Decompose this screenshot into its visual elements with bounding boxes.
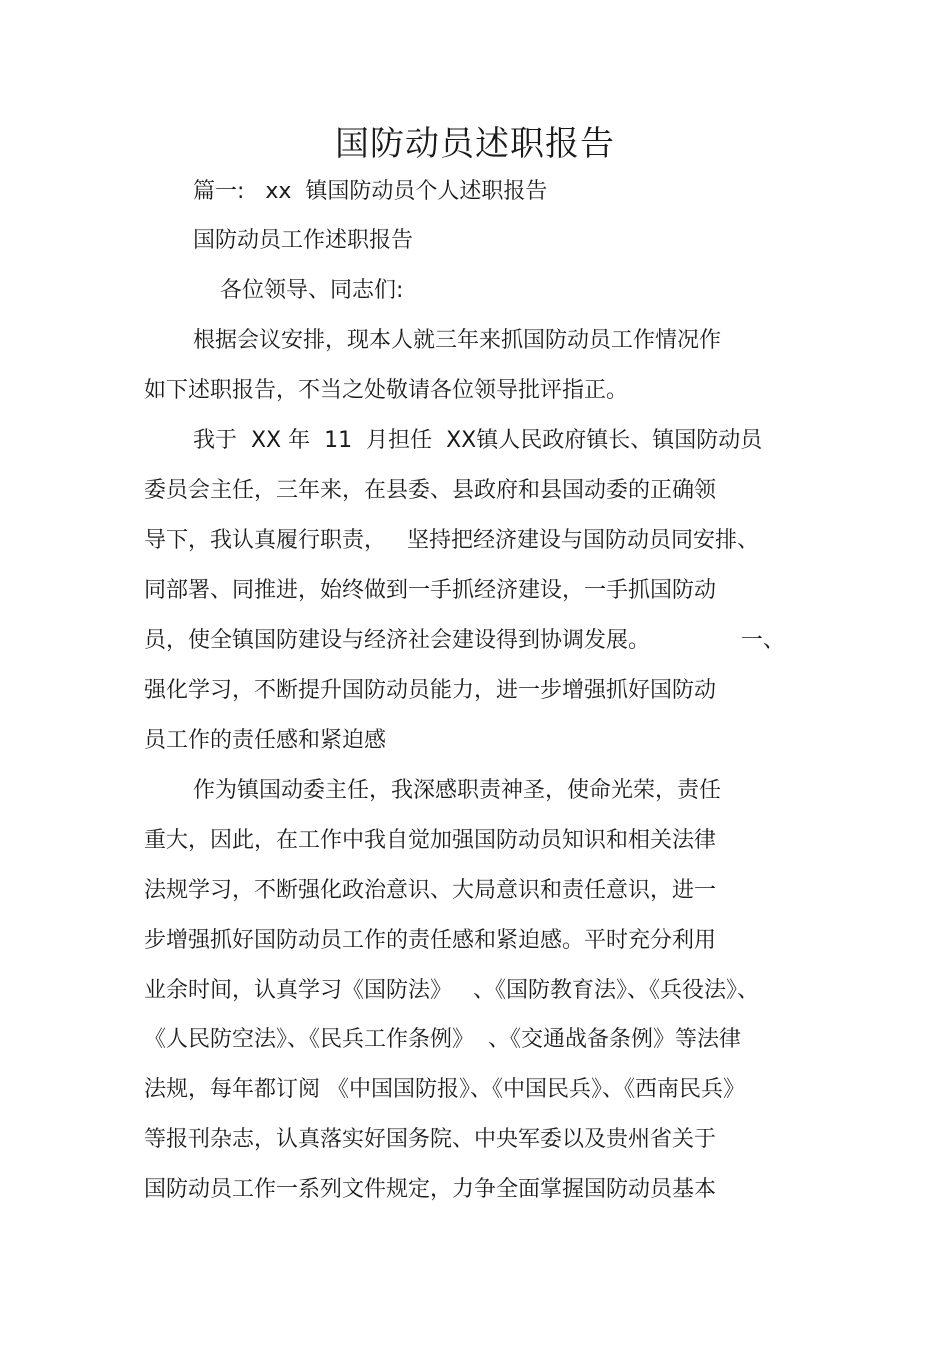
text-line: 等报刊杂志，认真落实好国务院、中央军委以及贵州省关于 [144,1127,717,1152]
text-line: 员工作的责任感和紧迫感 [144,728,387,753]
text-line: 国防动员工作述职报告 [193,228,414,253]
text-line: 《人民防空法》、《民兵工作条例》 、《交通战备条例》等法律 [144,1027,741,1052]
text-line: 业余时间，认真学习《国防法》 、《国防教育法》、《兵役法》、 [144,978,759,1003]
text-line: 强化学习，不断提升国防动员能力，进一步增强抓好国防动 [144,678,717,703]
text-line: 导下，我认真履行职责， 坚持把经济建设与国防动员同安排、 [144,528,759,553]
text-line: 我于 XX 年 11 月担任 XX镇人民政府镇长、镇国防动员 [193,428,763,453]
text-line: 员，使全镇国防建设与经济社会建设得到协调发展。 一、 [144,628,785,653]
text-line: 法规学习，不断强化政治意识、大局意识和责任意识，进一 [144,878,717,903]
text-line: 国防动员工作一系列文件规定，力争全面掌握国防动员基本 [144,1177,717,1202]
text-line: 根据会议安排，现本人就三年来抓国防动员工作情况作 [193,328,722,353]
document-title: 国防动员述职报告 [335,124,615,164]
text-line: 作为镇国动委主任，我深感职责神圣，使命光荣，责任 [193,778,722,803]
text-line: 委员会主任，三年来，在县委、县政府和县国动委的正确领 [144,478,717,503]
text-line: 步增强抓好国防动员工作的责任感和紧迫感。平时充分利用 [144,928,717,953]
text-line: 重大，因此，在工作中我自觉加强国防动员知识和相关法律 [144,828,717,853]
text-line: 如下述职报告，不当之处敬请各位领导批评指正。 [144,378,629,403]
text-line: 法规，每年都订阅 《中国国防报》、《中国民兵》、《西南民兵》 [144,1077,745,1102]
text-line: 各位领导、同志们: [220,278,404,303]
text-line: 同部署、同推进，始终做到一手抓经济建设，一手抓国防动 [144,578,717,603]
text-line: 篇一: xx 镇国防动员个人述职报告 [193,179,548,204]
